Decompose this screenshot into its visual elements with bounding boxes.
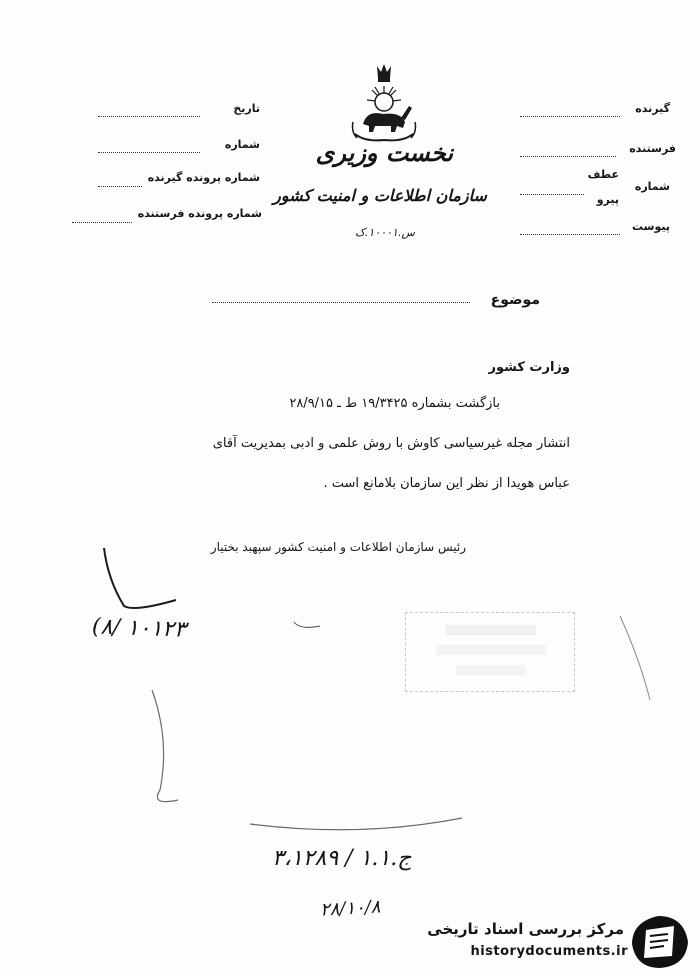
handwritten-note-bottom-1: ۳،۱۲۸۹ / ۱.۱.ج bbox=[272, 846, 412, 871]
sender-label: فرستنده bbox=[629, 142, 676, 155]
body-line-2: عباس هویدا از نظر این سازمان بلامانع است . bbox=[323, 476, 570, 491]
ref-peyro-label: پیرو bbox=[596, 193, 619, 206]
receiver-label: گیرنده bbox=[635, 102, 670, 115]
signature-line: رئیس سازمان اطلاعات و امنیت کشور سپهبد بختیار bbox=[210, 540, 466, 554]
sender-file-number-label: شماره پرونده فرستنده bbox=[137, 207, 262, 220]
number-label-left: شماره bbox=[224, 138, 260, 151]
receiver-file-number-label: شماره پرونده گیرنده bbox=[147, 171, 260, 184]
ref-atf-label: عطف bbox=[587, 168, 619, 181]
form-code: س.۱۰۰۰۱.ک bbox=[355, 226, 415, 239]
reference-line: بازگشت بشماره ۱۹/۳۴۲۵ ط ـ ۲۸/۹/۱۵ bbox=[289, 396, 500, 411]
handwritten-note-left: (۸/ ۱۰۱۲۳ bbox=[91, 614, 187, 643]
body-line-1: انتشار مجله غیرسیاسی کاوش با روش علمی و ادبی بمدیریت آقای bbox=[212, 436, 570, 451]
attachment-label: پیوست bbox=[632, 220, 670, 233]
date-label: تاریخ bbox=[233, 102, 260, 115]
organization-name: سازمان اطلاعات و امنیت کشور bbox=[273, 186, 487, 205]
addressee: وزارت کشور bbox=[488, 360, 570, 375]
archive-logo-icon bbox=[628, 914, 690, 970]
faded-stamp bbox=[405, 612, 575, 692]
number-label-right: شماره bbox=[634, 180, 670, 193]
archive-logo-url: historydocuments.ir bbox=[470, 944, 628, 959]
subject-label: موضوع bbox=[490, 292, 540, 308]
archive-logo-title: مرکز بررسی اسناد تاریخی bbox=[427, 920, 624, 938]
handwritten-note-bottom-2: ۲۸/۱۰/۸ bbox=[319, 896, 381, 921]
ministry-title: نخست وزیری bbox=[315, 138, 453, 167]
